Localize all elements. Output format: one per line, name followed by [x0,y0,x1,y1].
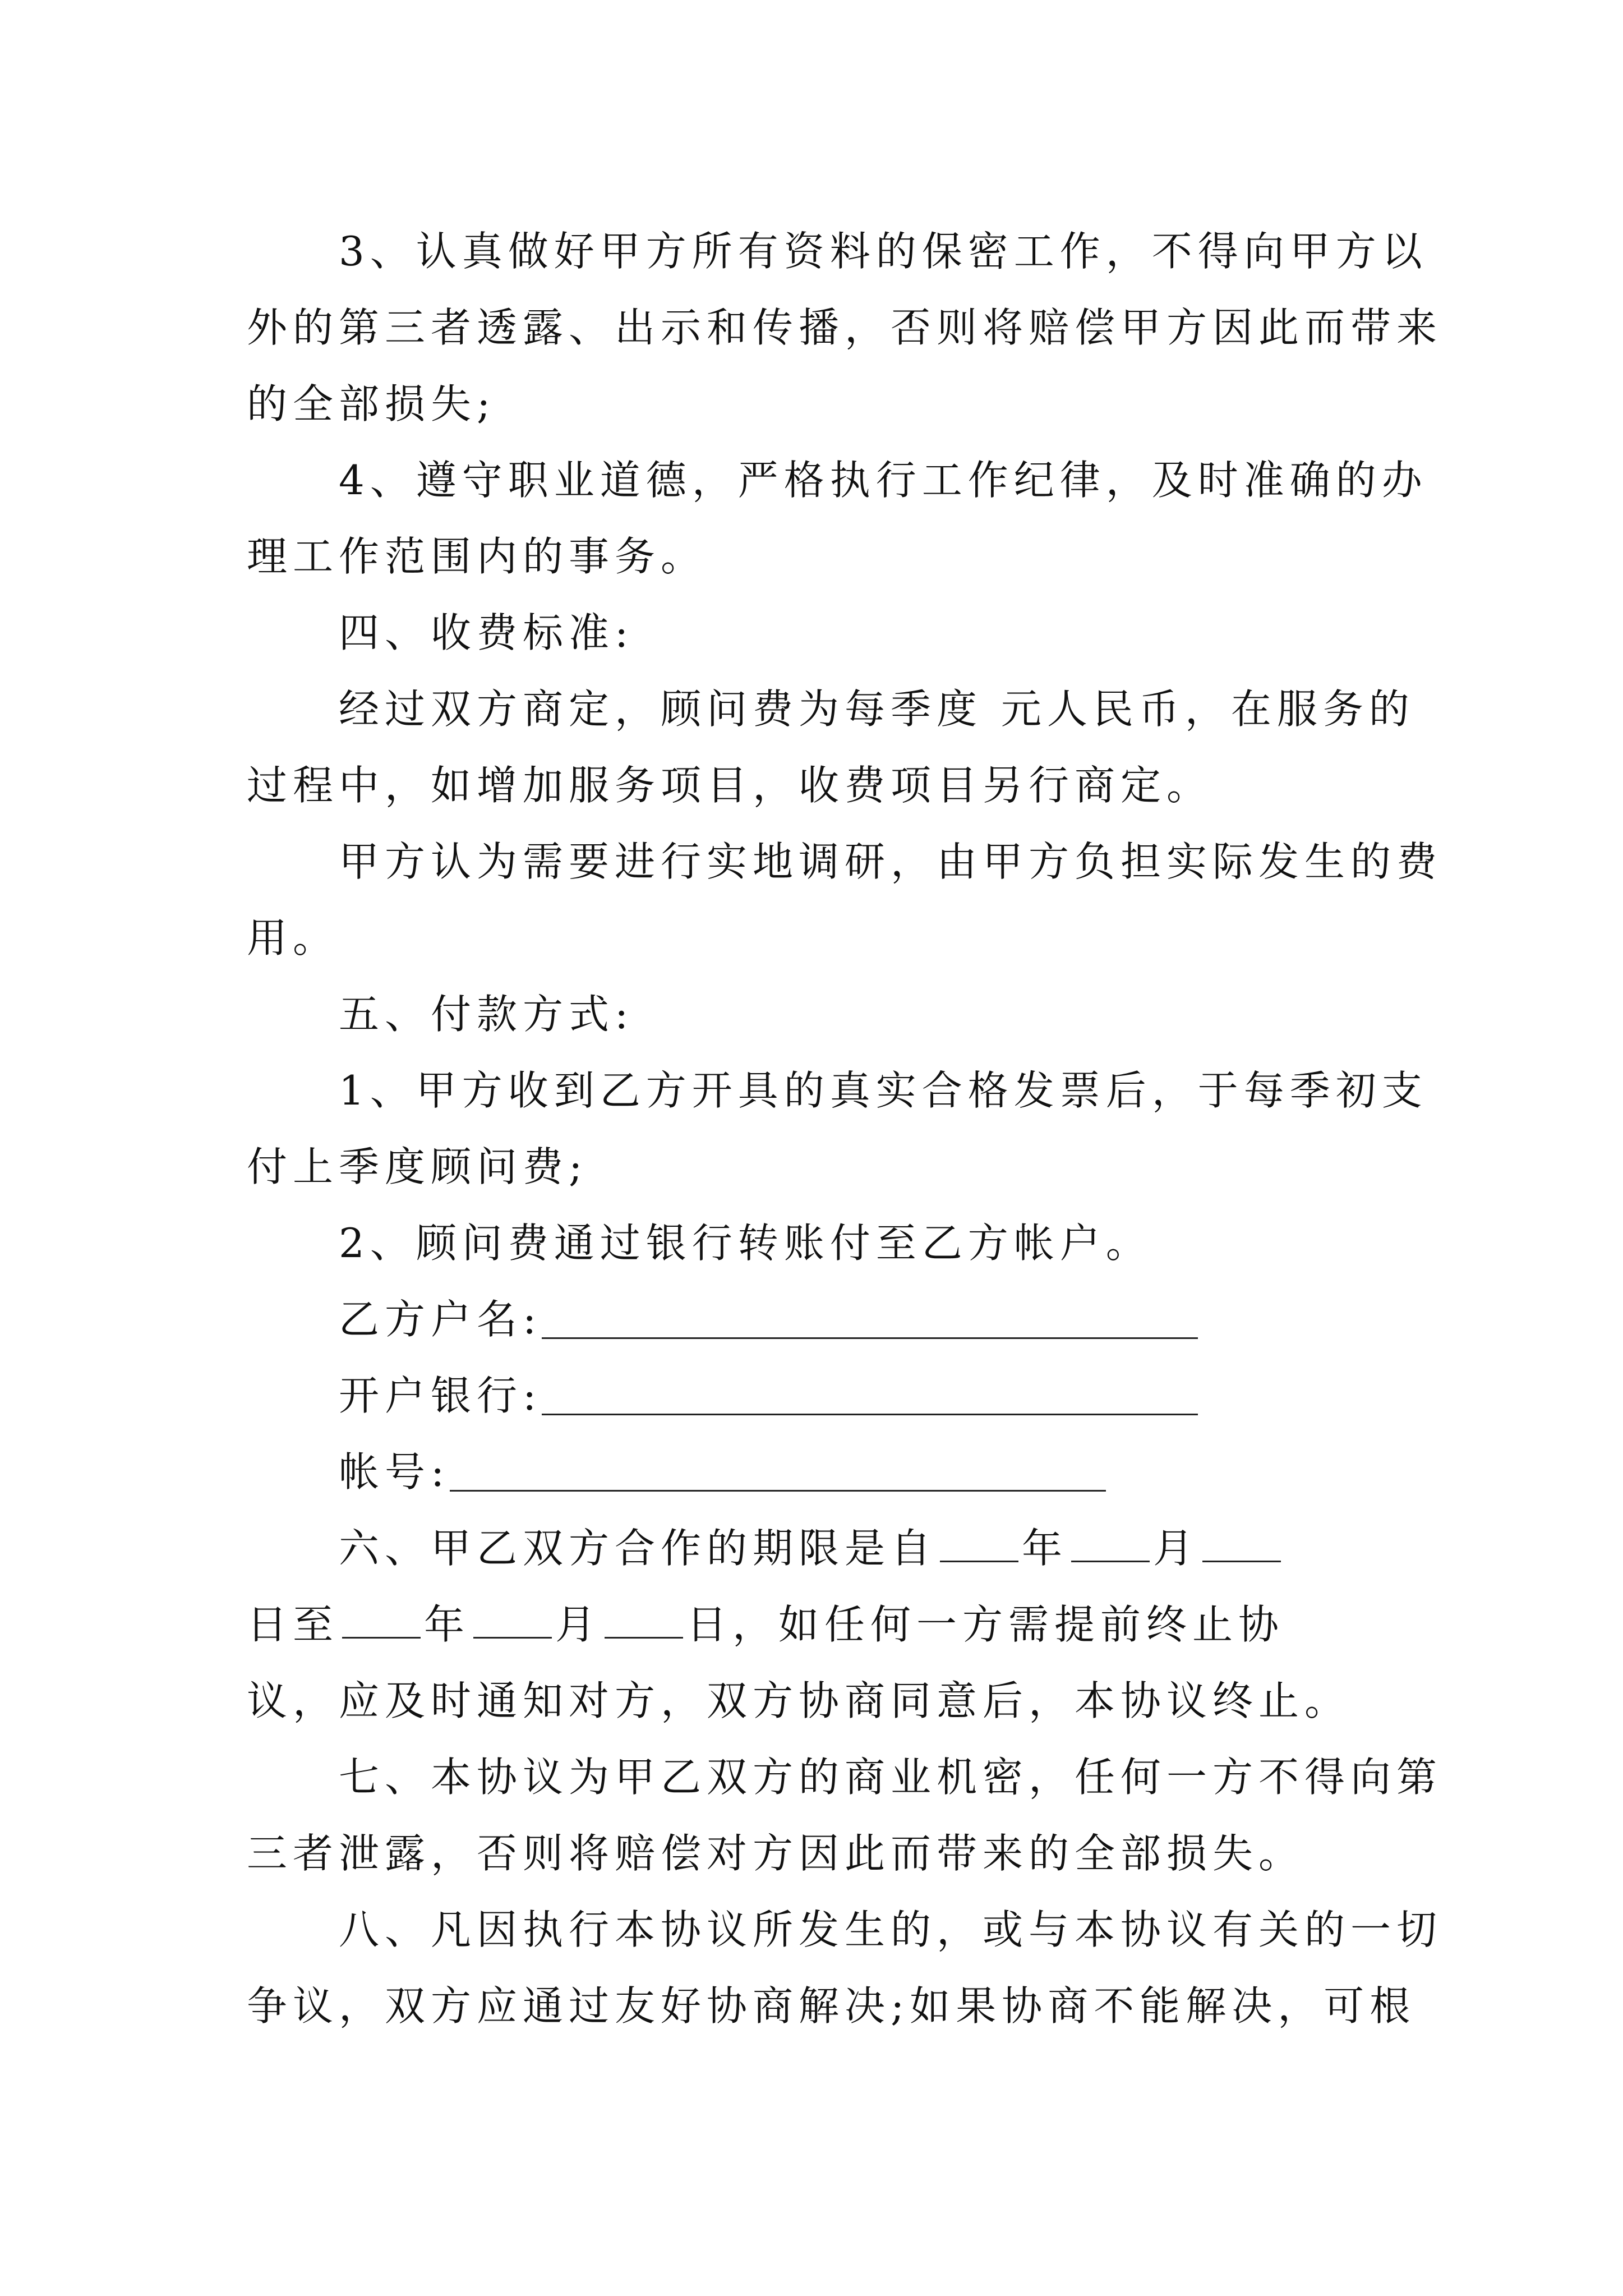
confidentiality-clause-line-1: 七、本协议为甲乙双方的商业机密，任何一方不得向第 [339,1754,1443,1801]
section-fee-heading: 四、收费标准: [339,609,634,656]
account-bank-row [247,1358,1385,1434]
payment-item-1-line-2: 付上季度顾问费; [247,1143,588,1190]
end-year-blank[interactable] [342,1592,421,1639]
account-number-blank[interactable] [450,1445,1106,1492]
term-clause-line-3: 议，应及时通知对方，双方协商同意后，本协议终止。 [247,1677,1351,1724]
account-number-label: 帐号: [339,1448,450,1496]
start-year-blank[interactable] [940,1516,1018,1562]
account-name-row [247,1281,1385,1358]
contract-body [247,213,1443,2044]
clause-3-line-3: 的全部损失; [247,380,496,427]
term-clause-tail: 日，如任何一方需提前终止协 [686,1601,1285,1648]
end-day-blank[interactable] [605,1592,683,1639]
account-name-blank[interactable] [542,1292,1198,1339]
start-day-blank[interactable] [1202,1516,1281,1562]
dispute-clause-line-2: 争议，双方应通过友好协商解决;如果协商不能解决，可根 [247,1982,1416,2030]
confidentiality-clause-line-2: 三者泄露，否则将赔偿对方因此而带来的全部损失。 [247,1830,1305,1877]
clause-4-line-2: 理工作范围内的事务。 [247,533,707,580]
start-year-label: 年 [1022,1525,1068,1572]
end-month-blank[interactable] [473,1592,552,1639]
payment-item-2: 2、顾问费通过银行转账付至乙方帐户。 [339,1220,1152,1267]
survey-paragraph-line-2: 用。 [247,914,339,961]
term-clause-lead: 六、甲乙双方合作的期限是自 [339,1525,937,1572]
account-name-label: 乙方户名: [339,1296,542,1343]
clause-3-line-1: 3、认真做好甲方所有资料的保密工作，不得向甲方以 [339,228,1428,275]
clause-3-line-2: 外的第三者透露、出示和传播，否则将赔偿甲方因此而带来 [247,304,1443,351]
start-month-blank[interactable] [1071,1516,1150,1562]
clause-4-line-1: 4、遵守职业道德，严格执行工作纪律，及时准确的办 [339,457,1428,504]
term-clause-line-1 [247,1510,1385,1586]
payment-item-1-line-1: 1、甲方收到乙方开具的真实合格发票后，于每季初支 [339,1067,1428,1114]
end-year-label: 年 [424,1601,471,1648]
start-day-to-label: 日至 [247,1601,339,1648]
account-bank-label: 开户银行: [339,1372,542,1419]
start-month-label: 月 [1153,1525,1200,1572]
account-bank-blank[interactable] [542,1369,1198,1415]
fee-paragraph-line-2: 过程中，如增加服务项目，收费项目另行商定。 [247,762,1213,809]
end-month-label: 月 [555,1601,602,1648]
survey-paragraph-line-1: 甲方认为需要进行实地调研，由甲方负担实际发生的费 [339,838,1443,885]
account-number-row [247,1434,1385,1510]
term-clause-line-2 [247,1586,1385,1663]
fee-paragraph-line-1: 经过双方商定，顾问费为每季度 元人民币，在服务的 [339,685,1415,733]
section-payment-heading: 五、付款方式: [339,991,634,1038]
dispute-clause-line-1: 八、凡因执行本协议所发生的，或与本协议有关的一切 [339,1906,1443,1953]
